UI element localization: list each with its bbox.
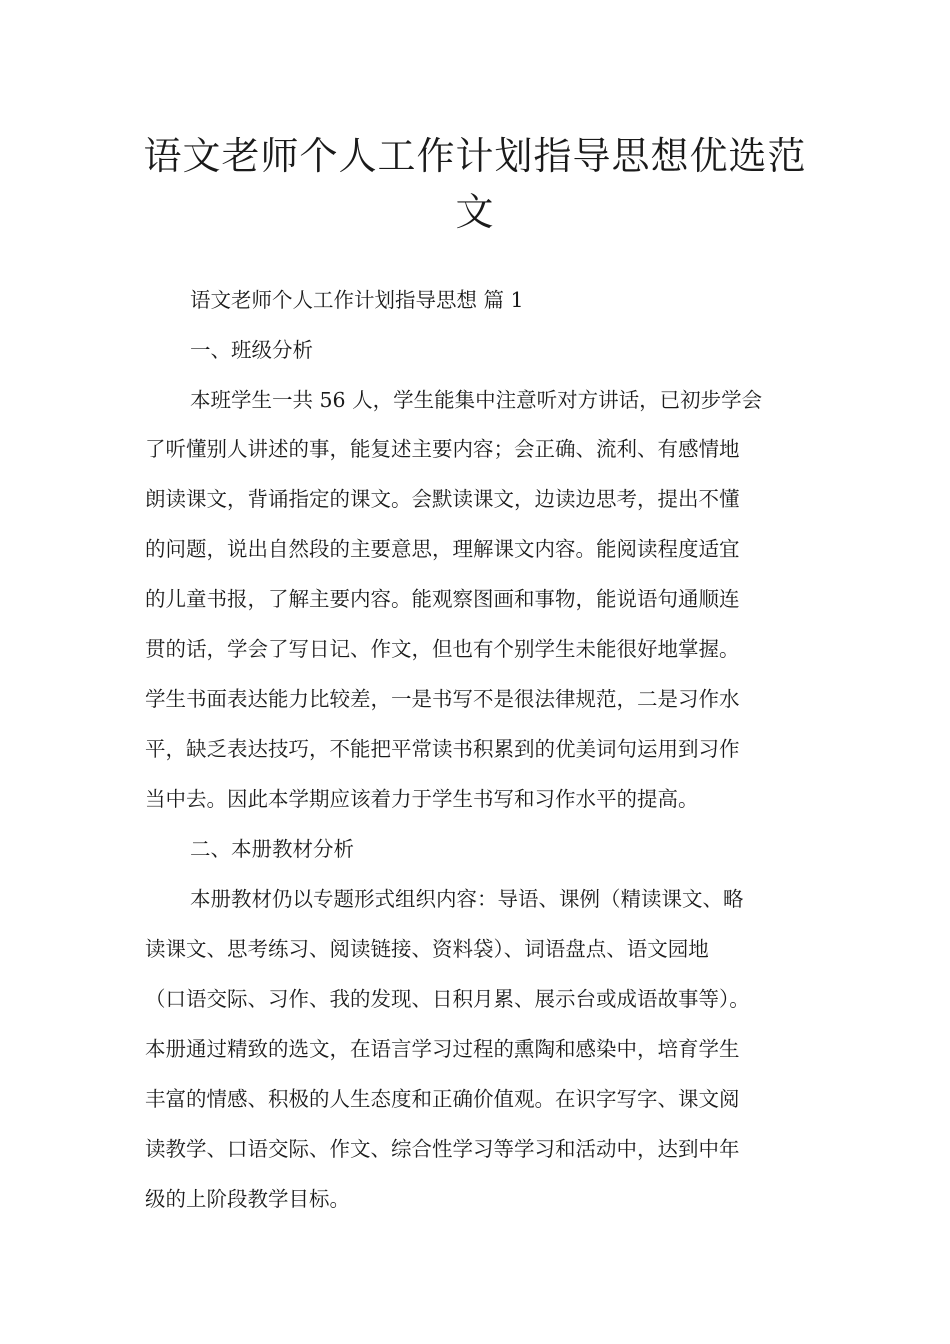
paragraph-line: 当中去。因此本学期应该着力于学生书写和习作水平的提高。 xyxy=(145,787,699,811)
heading-textbook-analysis: 二、本册教材分析 xyxy=(190,837,354,861)
paragraph-line: 级的上阶段教学目标。 xyxy=(145,1187,350,1211)
paragraph-line: 本册教材仍以专题形式组织内容：导语、课例（精读课文、略 xyxy=(190,887,744,911)
heading-class-analysis: 一、班级分析 xyxy=(190,338,313,362)
document-title xyxy=(110,128,840,240)
paragraph-line: 读课文、思考练习、阅读链接、资料袋）、词语盘点、语文园地 xyxy=(145,937,709,961)
paragraph-line: 平，缺乏表达技巧，不能把平常读书积累到的优美词句运用到习作 xyxy=(145,737,740,761)
title-line-1: 语文老师个人工作计划指导思想优选范 xyxy=(143,134,807,178)
paragraph-line: 贯的话，学会了写日记、作文，但也有个别学生未能很好地掌握。 xyxy=(145,637,740,661)
paragraph-line: 丰富的情感、积极的人生态度和正确价值观。在识字写字、课文阅 xyxy=(145,1087,740,1111)
paragraph-line: （口语交际、习作、我的发现、日积月累、展示台或成语故事等）。 xyxy=(145,987,750,1011)
paragraph-line: 读教学、口语交际、作文、综合性学习等学习和活动中，达到中年 xyxy=(145,1137,740,1161)
title-line-2: 文 xyxy=(455,190,495,234)
paragraph-line: 本册通过精致的选文，在语言学习过程的熏陶和感染中，培育学生 xyxy=(145,1037,740,1061)
paragraph-line: 的问题，说出自然段的主要意思，理解课文内容。能阅读程度适宜 xyxy=(145,537,740,561)
section-heading-part-1: 语文老师个人工作计划指导思想 篇 1 xyxy=(190,288,524,312)
paragraph-line: 本班学生一共 56 人，学生能集中注意听对方讲话，已初步学会 xyxy=(190,388,763,412)
paragraph-line: 朗读课文，背诵指定的课文。会默读课文，边读边思考，提出不懂 xyxy=(145,487,740,511)
paragraph-line: 了听懂别人讲述的事，能复述主要内容；会正确、流利、有感情地 xyxy=(145,437,740,461)
paragraph-line: 的儿童书报，了解主要内容。能观察图画和事物，能说语句通顺连 xyxy=(145,587,740,611)
paragraph-line: 学生书面表达能力比较差，一是书写不是很法律规范，二是习作水 xyxy=(145,687,740,711)
